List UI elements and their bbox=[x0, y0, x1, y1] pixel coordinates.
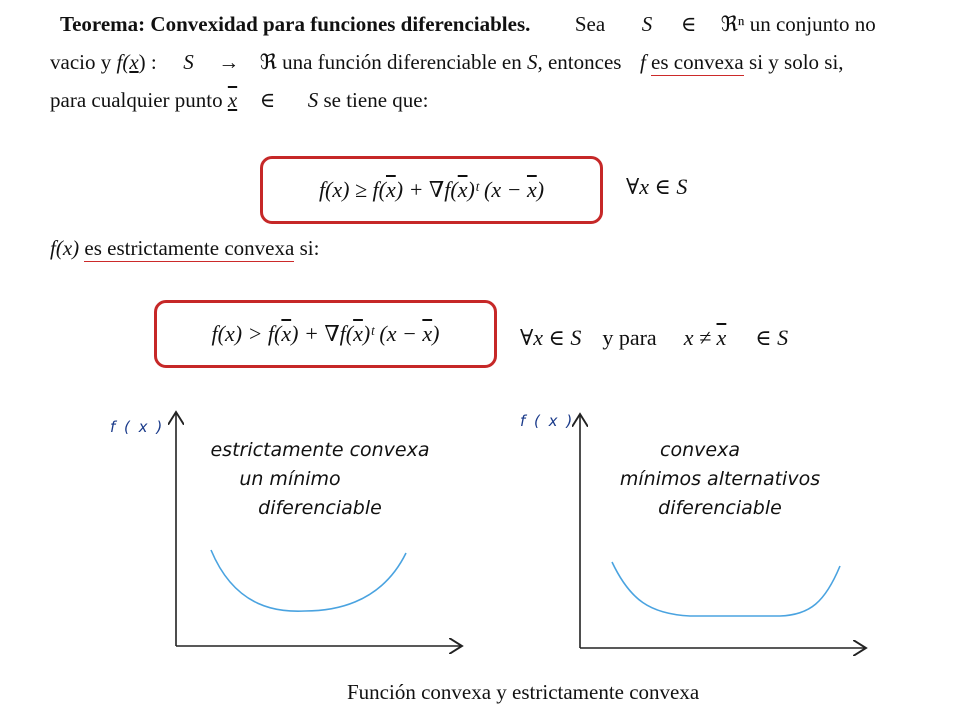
f1-left: f(x) ≥ f( bbox=[318, 177, 386, 202]
arrow-symbol: → bbox=[218, 50, 240, 74]
right-line3: diferenciable bbox=[658, 497, 782, 519]
estrictamente-convexa-underlined: es estrictamente convexa bbox=[84, 236, 295, 260]
neq-xbar: $\overline{x}$ bbox=[716, 325, 727, 350]
strict-fx: f(x) bbox=[50, 236, 80, 260]
in-symbol: ∈ bbox=[680, 12, 697, 36]
f1-mid: ) + ∇f( bbox=[395, 177, 458, 202]
es-convexa-underlined: es convexa bbox=[651, 50, 744, 74]
right-line1: convexa bbox=[660, 439, 740, 461]
xbar-symbol: x bbox=[227, 88, 238, 112]
set-s: S bbox=[641, 12, 653, 36]
domain-s: S bbox=[183, 50, 194, 74]
f2-xbar: $\overline{x}$ bbox=[281, 321, 292, 346]
set-s-2: S bbox=[526, 50, 538, 74]
f-symbol: f bbox=[639, 50, 646, 74]
real-symbol: ℜ bbox=[259, 50, 277, 74]
f1-xbar2: $\overline{x}$ bbox=[457, 177, 468, 202]
left-plot-annotation bbox=[190, 436, 450, 523]
right-line2: mínimos alternativos bbox=[619, 468, 821, 490]
fx-x: x bbox=[129, 50, 139, 74]
line3-start: para cualquier punto bbox=[50, 88, 223, 112]
f2-mid: ) + ∇f( bbox=[291, 321, 354, 346]
line2-end: si y solo si, bbox=[749, 50, 844, 74]
in-symbol-2: ∈ bbox=[259, 88, 276, 112]
figure-caption: Función convexa y estrictamente convexa bbox=[347, 680, 700, 704]
right-plot-annotation bbox=[600, 436, 840, 523]
f1-end: ) bbox=[536, 177, 545, 202]
line2-start: vacio y bbox=[50, 50, 112, 74]
fx-f: f( bbox=[116, 50, 130, 74]
theorem-heading: Teorema: Convexidad para funciones diferenciables. bbox=[60, 12, 531, 36]
line2-entonces: , entonces bbox=[537, 50, 622, 74]
f2-xbar2: $\overline{x}$ bbox=[353, 321, 363, 346]
f1-t: )ᵗ (x − bbox=[467, 177, 527, 202]
forall-condition-2: ∀x ∈ S bbox=[520, 325, 582, 350]
y-para: y para bbox=[602, 325, 657, 350]
colon: : bbox=[150, 50, 157, 74]
line1-tail: un conjunto no bbox=[749, 12, 876, 36]
left-line1: estrictamente convexa bbox=[210, 439, 430, 461]
line3-end: se tiene que: bbox=[323, 88, 429, 112]
left-line2: un mínimo bbox=[239, 468, 341, 490]
left-line3: diferenciable bbox=[258, 497, 382, 519]
sea-word: Sea bbox=[574, 12, 606, 36]
set-s-3: S bbox=[307, 88, 319, 112]
neq-in-s: ∈ S bbox=[755, 325, 789, 350]
f2-left: f(x) > f( bbox=[211, 321, 282, 346]
f2-xbar3: $\overline{x}$ bbox=[422, 321, 433, 346]
f1-xbar3: $\overline{x}$ bbox=[526, 177, 537, 202]
forall-condition-1: ∀x ∈ S bbox=[626, 174, 688, 199]
fx-close: ) bbox=[138, 50, 146, 74]
left-axis-label: f ( x ) bbox=[110, 418, 165, 436]
strict-convex-curve bbox=[211, 550, 406, 611]
x-neq: x ≠ bbox=[683, 325, 712, 350]
f1-xbar: $\overline{x}$ bbox=[385, 177, 396, 202]
right-axis-label: f ( x ) bbox=[520, 412, 575, 430]
line2-mid: una función diferenciable en bbox=[282, 50, 522, 74]
f2-t: )ᵗ (x − bbox=[362, 321, 423, 346]
f2-end: ) bbox=[432, 321, 440, 346]
strict-tail: si: bbox=[299, 236, 320, 260]
real-n-symbol: ℜⁿ bbox=[720, 12, 745, 36]
convex-flat-curve bbox=[612, 562, 840, 616]
